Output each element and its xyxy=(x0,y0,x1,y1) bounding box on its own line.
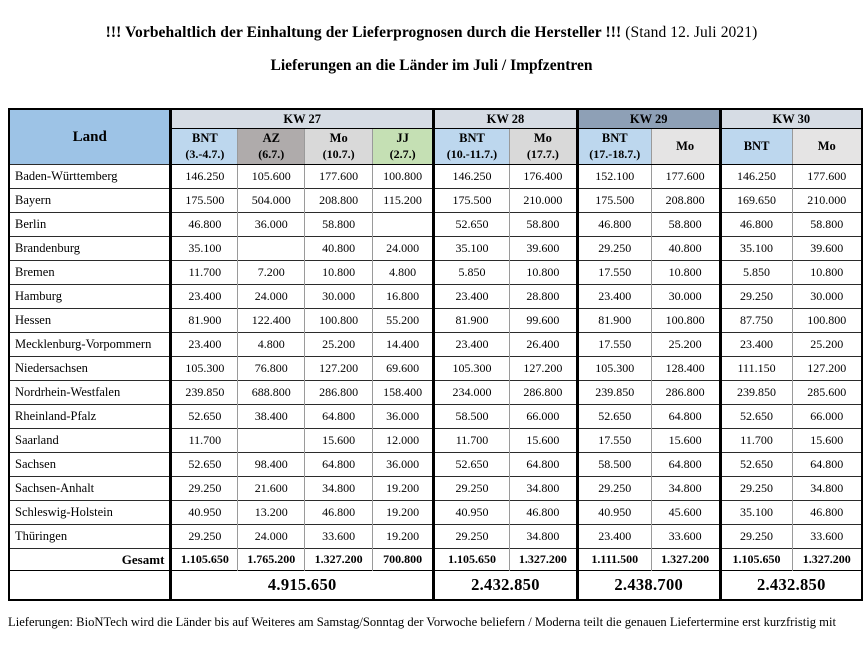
week-totals-row xyxy=(9,571,862,601)
week-total-cell-kw27: 4.915.650 xyxy=(171,571,434,601)
value-cell: 64.800 xyxy=(651,405,720,429)
value-cell: 239.850 xyxy=(577,381,651,405)
value-cell: 4.800 xyxy=(373,261,434,285)
state-name-cell: Rheinland-Pfalz xyxy=(9,405,171,429)
value-cell: 29.250 xyxy=(720,525,792,549)
value-cell: 29.250 xyxy=(171,525,238,549)
value-cell: 55.200 xyxy=(373,309,434,333)
value-cell: 177.600 xyxy=(792,165,862,189)
value-cell: 29.250 xyxy=(434,525,510,549)
value-cell: 127.200 xyxy=(792,357,862,381)
table-row xyxy=(9,165,862,189)
value-cell: 29.250 xyxy=(434,477,510,501)
state-name-cell: Bayern xyxy=(9,189,171,213)
value-cell: 105.300 xyxy=(577,357,651,381)
gesamt-value-cell: 1.111.500 xyxy=(577,549,651,571)
gesamt-label-cell: Gesamt xyxy=(9,549,171,571)
delivery-table xyxy=(8,108,863,601)
value-cell: 100.800 xyxy=(305,309,373,333)
value-cell: 4.800 xyxy=(238,333,305,357)
gesamt-row xyxy=(9,549,862,571)
value-cell: 15.600 xyxy=(305,429,373,453)
value-cell: 52.650 xyxy=(171,405,238,429)
value-cell: 36.000 xyxy=(373,453,434,477)
vaccine-column-header-az: AZ (6.7.) xyxy=(238,129,305,165)
table-row xyxy=(9,285,862,309)
gesamt-value-cell: 700.800 xyxy=(373,549,434,571)
value-cell: 23.400 xyxy=(171,285,238,309)
value-cell: 64.800 xyxy=(792,453,862,477)
value-cell: 34.800 xyxy=(792,477,862,501)
value-cell: 34.800 xyxy=(651,477,720,501)
value-cell: 11.700 xyxy=(434,429,510,453)
value-cell: 17.550 xyxy=(577,333,651,357)
state-name-cell: Sachsen-Anhalt xyxy=(9,477,171,501)
value-cell: 19.200 xyxy=(373,525,434,549)
value-cell: 28.800 xyxy=(509,285,577,309)
table-row xyxy=(9,405,862,429)
state-name-cell: Sachsen xyxy=(9,453,171,477)
value-cell: 25.200 xyxy=(651,333,720,357)
value-cell: 21.600 xyxy=(238,477,305,501)
vaccine-column-header-mo: Mo (17.7.) xyxy=(509,129,577,165)
state-name-cell: Saarland xyxy=(9,429,171,453)
value-cell: 19.200 xyxy=(373,477,434,501)
vaccine-column-header-mo: Mo xyxy=(792,129,862,165)
value-cell: 33.600 xyxy=(305,525,373,549)
gesamt-value-cell: 1.327.200 xyxy=(792,549,862,571)
value-cell: 39.600 xyxy=(509,237,577,261)
land-column-header: Land xyxy=(9,109,171,165)
vaccine-column-header-bnt: BNT (3.-4.7.) xyxy=(171,129,238,165)
table-row xyxy=(9,357,862,381)
value-cell: 688.800 xyxy=(238,381,305,405)
value-cell: 52.650 xyxy=(720,453,792,477)
state-name-cell: Bremen xyxy=(9,261,171,285)
value-cell: 10.800 xyxy=(651,261,720,285)
value-cell: 15.600 xyxy=(651,429,720,453)
table-row xyxy=(9,237,862,261)
week-group-header-kw27: KW 27 xyxy=(171,109,434,129)
value-cell: 52.650 xyxy=(577,405,651,429)
state-name-cell: Hessen xyxy=(9,309,171,333)
value-cell: 34.800 xyxy=(509,525,577,549)
page-title xyxy=(10,24,853,42)
gesamt-value-cell: 1.327.200 xyxy=(509,549,577,571)
value-cell: 210.000 xyxy=(792,189,862,213)
value-cell: 64.800 xyxy=(305,405,373,429)
gesamt-value-cell: 1.765.200 xyxy=(238,549,305,571)
value-cell: 111.150 xyxy=(720,357,792,381)
state-name-cell: Berlin xyxy=(9,213,171,237)
value-cell: 127.200 xyxy=(509,357,577,381)
value-cell: 105.300 xyxy=(434,357,510,381)
value-cell: 177.600 xyxy=(305,165,373,189)
value-cell: 52.650 xyxy=(720,405,792,429)
page-subtitle: Lieferungen an die Länder im Juli / Impfzentren xyxy=(270,57,593,74)
value-cell: 34.800 xyxy=(305,477,373,501)
value-cell: 169.650 xyxy=(720,189,792,213)
value-cell xyxy=(373,213,434,237)
value-cell: 34.800 xyxy=(509,477,577,501)
table-row xyxy=(9,189,862,213)
value-cell: 175.500 xyxy=(434,189,510,213)
value-cell: 234.000 xyxy=(434,381,510,405)
value-cell: 58.800 xyxy=(792,213,862,237)
value-cell: 23.400 xyxy=(171,333,238,357)
gesamt-value-cell: 1.327.200 xyxy=(651,549,720,571)
value-cell: 105.300 xyxy=(171,357,238,381)
value-cell: 29.250 xyxy=(577,237,651,261)
value-cell: 146.250 xyxy=(720,165,792,189)
vaccine-column-header-jj: JJ (2.7.) xyxy=(373,129,434,165)
vaccine-column-header-bnt: BNT (10.-11.7.) xyxy=(434,129,510,165)
table-row xyxy=(9,429,862,453)
state-name-cell: Schleswig-Holstein xyxy=(9,501,171,525)
value-cell: 40.950 xyxy=(577,501,651,525)
week-group-header-kw30: KW 30 xyxy=(720,109,862,129)
value-cell: 58.500 xyxy=(434,405,510,429)
value-cell: 35.100 xyxy=(434,237,510,261)
value-cell: 29.250 xyxy=(720,285,792,309)
value-cell: 286.800 xyxy=(305,381,373,405)
value-cell: 239.850 xyxy=(171,381,238,405)
value-cell: 100.800 xyxy=(373,165,434,189)
table-row xyxy=(9,525,862,549)
value-cell: 208.800 xyxy=(305,189,373,213)
value-cell: 12.000 xyxy=(373,429,434,453)
value-cell: 29.250 xyxy=(720,477,792,501)
value-cell: 15.600 xyxy=(509,429,577,453)
value-cell: 66.000 xyxy=(509,405,577,429)
value-cell: 64.800 xyxy=(651,453,720,477)
value-cell: 100.800 xyxy=(792,309,862,333)
value-cell: 128.400 xyxy=(651,357,720,381)
value-cell: 100.800 xyxy=(651,309,720,333)
value-cell: 46.800 xyxy=(577,213,651,237)
state-name-cell: Niedersachsen xyxy=(9,357,171,381)
value-cell: 5.850 xyxy=(720,261,792,285)
value-cell: 504.000 xyxy=(238,189,305,213)
gesamt-value-cell: 1.105.650 xyxy=(171,549,238,571)
value-cell: 105.600 xyxy=(238,165,305,189)
value-cell: 11.700 xyxy=(171,429,238,453)
value-cell: 99.600 xyxy=(509,309,577,333)
table-row xyxy=(9,477,862,501)
value-cell: 66.000 xyxy=(792,405,862,429)
value-cell: 58.800 xyxy=(509,213,577,237)
value-cell: 35.100 xyxy=(720,237,792,261)
value-cell xyxy=(238,237,305,261)
value-cell: 46.800 xyxy=(720,213,792,237)
value-cell: 26.400 xyxy=(509,333,577,357)
value-cell: 176.400 xyxy=(509,165,577,189)
value-cell: 30.000 xyxy=(651,285,720,309)
value-cell: 87.750 xyxy=(720,309,792,333)
value-cell: 58.800 xyxy=(305,213,373,237)
state-name-cell: Hamburg xyxy=(9,285,171,309)
value-cell: 146.250 xyxy=(434,165,510,189)
value-cell: 45.600 xyxy=(651,501,720,525)
value-cell: 98.400 xyxy=(238,453,305,477)
value-cell: 29.250 xyxy=(171,477,238,501)
value-cell: 17.550 xyxy=(577,261,651,285)
value-cell: 24.000 xyxy=(238,285,305,309)
value-cell: 158.400 xyxy=(373,381,434,405)
value-cell: 36.000 xyxy=(373,405,434,429)
value-cell: 64.800 xyxy=(509,453,577,477)
value-cell: 24.000 xyxy=(373,237,434,261)
value-cell: 175.500 xyxy=(577,189,651,213)
value-cell: 23.400 xyxy=(577,285,651,309)
value-cell: 23.400 xyxy=(577,525,651,549)
value-cell: 30.000 xyxy=(305,285,373,309)
gesamt-value-cell: 1.327.200 xyxy=(305,549,373,571)
state-name-cell: Brandenburg xyxy=(9,237,171,261)
value-cell: 127.200 xyxy=(305,357,373,381)
value-cell: 33.600 xyxy=(651,525,720,549)
table-row xyxy=(9,309,862,333)
value-cell: 152.100 xyxy=(577,165,651,189)
value-cell: 36.000 xyxy=(238,213,305,237)
value-cell: 10.800 xyxy=(509,261,577,285)
state-name-cell: Mecklenburg-Vorpommern xyxy=(9,333,171,357)
value-cell: 35.100 xyxy=(171,237,238,261)
value-cell: 210.000 xyxy=(509,189,577,213)
value-cell: 69.600 xyxy=(373,357,434,381)
vaccine-column-header-bnt: BNT (17.-18.7.) xyxy=(577,129,651,165)
week-group-header-kw29: KW 29 xyxy=(577,109,720,129)
page-title-main: !!! Vorbehaltlich der Einhaltung der Lieferprognosen durch die Hersteller !!! xyxy=(105,24,622,41)
value-cell: 115.200 xyxy=(373,189,434,213)
value-cell: 285.600 xyxy=(792,381,862,405)
week-total-cell-kw30: 2.432.850 xyxy=(720,571,862,601)
value-cell: 13.200 xyxy=(238,501,305,525)
value-cell: 76.800 xyxy=(238,357,305,381)
value-cell: 25.200 xyxy=(305,333,373,357)
value-cell: 17.550 xyxy=(577,429,651,453)
value-cell: 58.800 xyxy=(651,213,720,237)
value-cell: 39.600 xyxy=(792,237,862,261)
value-cell: 81.900 xyxy=(577,309,651,333)
value-cell: 58.500 xyxy=(577,453,651,477)
state-name-cell: Baden-Württemberg xyxy=(9,165,171,189)
value-cell: 146.250 xyxy=(171,165,238,189)
table-row xyxy=(9,381,862,405)
value-cell: 23.400 xyxy=(434,333,510,357)
state-name-cell: Nordrhein-Westfalen xyxy=(9,381,171,405)
value-cell: 7.200 xyxy=(238,261,305,285)
table-row xyxy=(9,333,862,357)
value-cell: 175.500 xyxy=(171,189,238,213)
gesamt-value-cell: 1.105.650 xyxy=(434,549,510,571)
value-cell xyxy=(238,429,305,453)
value-cell: 33.600 xyxy=(792,525,862,549)
value-cell: 5.850 xyxy=(434,261,510,285)
week-total-cell-kw29: 2.438.700 xyxy=(577,571,720,601)
value-cell: 16.800 xyxy=(373,285,434,309)
value-cell: 40.800 xyxy=(305,237,373,261)
value-cell: 122.400 xyxy=(238,309,305,333)
value-cell: 23.400 xyxy=(720,333,792,357)
value-cell: 38.400 xyxy=(238,405,305,429)
footer-note: Lieferungen: BioNTech wird die Länder bis auf Weiteres am Samstag/Sonntag der Vorwoche beliefern / Moderna teilt die genauen Liefertermine erst kurzfristig mit xyxy=(8,615,836,629)
empty-cell xyxy=(9,571,171,601)
value-cell: 286.800 xyxy=(651,381,720,405)
value-cell: 35.100 xyxy=(720,501,792,525)
gesamt-value-cell: 1.105.650 xyxy=(720,549,792,571)
value-cell: 52.650 xyxy=(434,213,510,237)
page-title-date: (Stand 12. Juli 2021) xyxy=(621,24,758,41)
vaccine-column-header-bnt: BNT xyxy=(720,129,792,165)
table-row xyxy=(9,453,862,477)
value-cell: 10.800 xyxy=(792,261,862,285)
value-cell: 81.900 xyxy=(434,309,510,333)
vaccine-column-header-mo: Mo xyxy=(651,129,720,165)
value-cell: 286.800 xyxy=(509,381,577,405)
value-cell: 24.000 xyxy=(238,525,305,549)
value-cell: 14.400 xyxy=(373,333,434,357)
value-cell: 23.400 xyxy=(434,285,510,309)
value-cell: 40.950 xyxy=(434,501,510,525)
table-row xyxy=(9,213,862,237)
value-cell: 19.200 xyxy=(373,501,434,525)
value-cell: 11.700 xyxy=(171,261,238,285)
value-cell: 177.600 xyxy=(651,165,720,189)
value-cell: 208.800 xyxy=(651,189,720,213)
value-cell: 52.650 xyxy=(434,453,510,477)
value-cell: 15.600 xyxy=(792,429,862,453)
vaccine-column-header-mo: Mo (10.7.) xyxy=(305,129,373,165)
value-cell: 46.800 xyxy=(792,501,862,525)
value-cell: 46.800 xyxy=(305,501,373,525)
value-cell: 25.200 xyxy=(792,333,862,357)
week-group-header-kw28: KW 28 xyxy=(434,109,578,129)
table-row xyxy=(9,261,862,285)
value-cell: 10.800 xyxy=(305,261,373,285)
value-cell: 30.000 xyxy=(792,285,862,309)
state-name-cell: Thüringen xyxy=(9,525,171,549)
value-cell: 29.250 xyxy=(577,477,651,501)
value-cell: 46.800 xyxy=(171,213,238,237)
value-cell: 11.700 xyxy=(720,429,792,453)
value-cell: 239.850 xyxy=(720,381,792,405)
value-cell: 46.800 xyxy=(509,501,577,525)
value-cell: 52.650 xyxy=(171,453,238,477)
value-cell: 81.900 xyxy=(171,309,238,333)
table-row xyxy=(9,501,862,525)
value-cell: 40.950 xyxy=(171,501,238,525)
value-cell: 64.800 xyxy=(305,453,373,477)
value-cell: 40.800 xyxy=(651,237,720,261)
week-total-cell-kw28: 2.432.850 xyxy=(434,571,578,601)
